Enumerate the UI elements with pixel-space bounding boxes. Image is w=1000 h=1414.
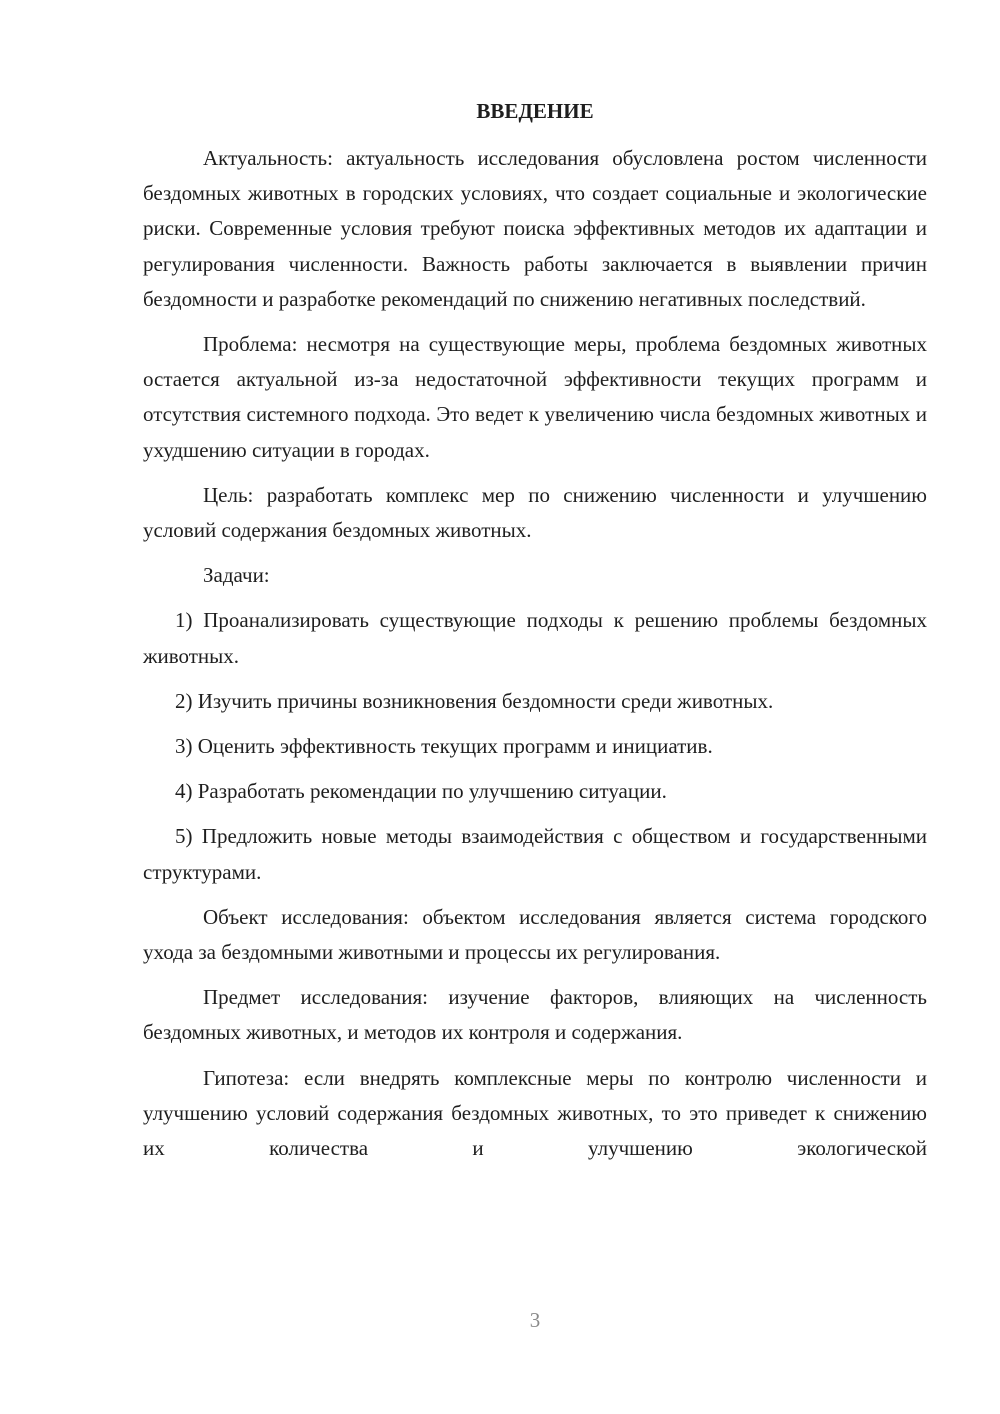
section-title: ВВЕДЕНИЕ (476, 99, 594, 123)
page-number: 3 (529, 1308, 541, 1332)
paragraph-subject: Предмет исследования: изучение факторов, влияющих на численность бездомных животных, и методов их контроля и содержания. (143, 985, 927, 1045)
paragraph-goal: Цель: разработать комплекс мер по снижению численности и улучшению условий содержания бездомных животных. (143, 482, 927, 543)
paragraph-hypothesis: Гипотеза: если внедрять комплексные меры по контролю численности и улучшению условий содержания бездомных животных, то это приведет к снижению их количества и улучшению экологической (143, 1065, 927, 1161)
paragraph-relevance: Актуальность: актуальность исследования обусловлена ростом численности бездомных животных в городских условиях, что создает социальные и экологические риски. Современные условия требуют поиска эффективных методов их адаптации и регулирования численности. Важность работы заключается в выявлении причин бездомности и разработке рекомендаций по снижению негативных последствий. (143, 146, 927, 311)
tasks-heading: Задачи: (203, 563, 270, 588)
tasks-list (143, 603, 927, 889)
list-item: 3) Оценить эффективность текущих программ и инициатив. (175, 734, 713, 759)
list-item: 1) Проанализировать существующие подходы к решению проблемы бездомных животных. (143, 608, 927, 668)
list-item: 5) Предложить новые методы взаимодействия с обществом и государственными структурами. (143, 824, 927, 884)
document-body (143, 141, 927, 1166)
list-item: 4) Разработать рекомендации по улучшению ситуации. (175, 779, 667, 804)
paragraph-object: Объект исследования: объектом исследования является система городского ухода за бездомными животными и процессы их регулирования. (143, 904, 927, 965)
paragraph-problem: Проблема: несмотря на существующие меры, проблема бездомных животных остается актуальной из-за недостаточной эффективности текущих программ и отсутствия системного подхода. Это ведет к увеличению числа бездомных животных и ухудшению ситуации в городах. (143, 332, 927, 462)
list-item: 2) Изучить причины возникновения бездомности среди животных. (175, 688, 774, 713)
